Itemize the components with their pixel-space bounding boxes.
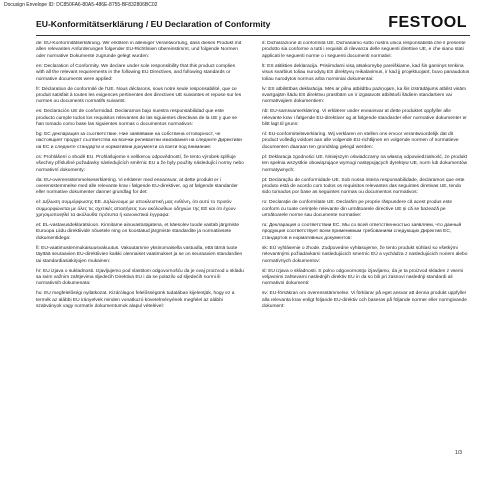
declaration-ru: ru: Декларация о соответствии ЕС. Мы со всей ответственностью заявляем, что данный продукция соответствует всем применимым требованиям следующих Директив ЕС, стандартов и нормативных документов: — [262, 223, 462, 241]
festool-logo: FESTOOL — [388, 14, 467, 31]
declaration-de: de: EU-Konformitätserklärung. Wir erklären in alleiniger Verantwortung, dass dieses Produkt mit allen relevanten Anforderungen folgender EU-Richtlinien übereinstimmt, und folgende Normen oder normative Dokumente zugrunde gelegt wurden: — [36, 41, 242, 59]
declaration-bg: bg: ЕС декларация за съответствие. Ние заявяваме на собствена отговорност, че настоящият продукт съответства на всички релевантни изисквания на следните Директиви на ЕС и следните стандарти и нормативни документи са взети под внимание: — [36, 132, 242, 150]
declaration-hr: hr: EU izjava o sukladnosti. Izjavljujemo pod vlastitom odgovornošću da je ovaj proizvod u skladu sa svim važnim zahtjevima sljedećih Direktiva EU i da se polazilo od sljedećih normi ili normativnih dokumenata: — [36, 268, 244, 287]
declaration-cs: cs: Prohlášení o shodě EU. Prohlašujeme s veškerou odpovědností, že tento výrobek splňuje všechny příslušné požadavky následujících směrnic EU a že byly použity následující normy nebo normativní dokumenty: — [36, 154, 244, 173]
right-column — [262, 41, 470, 466]
declaration-nb: nb: EU-samsvarserklæring. Vi erklærer under eneansvar at dette produktet oppfyller alle relevante krav i følgende EU-direktiver og at følgende standarder eller normative dokumenter er blitt lagt til grunn: — [262, 109, 467, 128]
declaration-el: el: Δήλωση συμμόρφωσης ΕΕ. Δηλώνουμε με αποκλειστική μας ευθύνη, ότι αυτό το προϊόν συμμορφώνεται με όλες τις σχετικές απαιτήσεις των ακόλουθων οδηγιών της ΕΕ και ότι έχουν χρησιμοποιηθεί τα ακόλουθα πρότυπα ή κανονιστικά έγγραφα: — [36, 200, 236, 219]
declaration-da: da: EU-overensstemmelseserklæring. Vi erklærer med eneansvar, at dette produkt er i overensstemmelse med alle relevante krav i følgende EU-direktiver, og at følgende standarder eller normative dokumenter danner grundlag for det: — [36, 177, 238, 196]
page-title: EU-Konformitätserklärung / EU Declaration of Conformity — [36, 19, 271, 29]
header-divider — [36, 35, 470, 36]
page-number: 1/3 — [455, 450, 462, 456]
declaration-nl: nl: EU-conformiteitsverklaring. Wij verklaren en stellen ons ervoor verantwoordelijk dat dit product volledig voldoet aan alle volgende EU-richtlijnen en volgende normen of normatieve documenten daaraan ten grondslag gelegd werden: — [262, 132, 459, 150]
declaration-sv: sv: EU-försäkran om överensstämmelse. Vi förklarar på eget ansvar att denna produkt uppfyller alla relevanta krav enligt följande EU-direktiv och baseras på följande normer eller normgivande dokument: — [262, 291, 467, 310]
declaration-pt: pt: Declaração de conformidade UE. Sob nossa inteira responsabilidade, declaramos que este produto está de acordo com todos os requisitos relevantes das seguintes diretivas UE, tendo sido tomados por base as seguintes normas ou documentos normativos: — [262, 177, 465, 196]
docusign-envelope-id: Docusign Envelope ID: DC850FA6-80A5-486E-8755-BF832806BC02 — [4, 2, 158, 8]
declaration-en: en: Declaration of Conformity. We declare under sole responsibility that this product complies with all the relevant requirements in the following EU Directives, and following standards or normative documents were applied: — [36, 63, 236, 82]
declaration-et: et: EL-vastavusdeklaratsioon. Kinnitame ainuvastutajatena, et käesolev toode vastab järgmiste Euroopa Liidu direktiivide nõuetele ning on koostatud järgmiste standardite ja normatiivsete dokumentidega: — [36, 223, 240, 241]
declaration-columns — [36, 41, 470, 466]
declaration-sl: sl: EU izjava o skladnosti. S polno odgovornostjo izjavljamo, da je ta proizvod skladen z vsemi veljavnimi zahtevami naslednjih direktiv EU in da so bili pri zasnovi naslednji standardi ali normativni dokumenti: — [262, 268, 464, 287]
declaration-it: it: Dichiarazione di conformità UE. Dichiariamo sotto nostra unica responsabilità che il presente prodotto sia conforme a tutti i requisiti di rilevanza delle seguenti direttive UE, e che siano stati applicati le seguenti norme o i seguenti documenti normativi: — [262, 41, 466, 59]
declaration-hu: hu: EU megfelelőségi nyilatkozat. Kizárólagos felelősségünk tudatában kijelentjük, hogy ez a termék az alábbi EU irányelvek minden vonatkozó követelményének megfelel az alábbi szabványok vagy normatív dokumentumok alapul vételével: — [36, 291, 235, 310]
declaration-pl: pl: Deklaracja zgodności UE. Niniejszym oświadczamy na własną odpowiedzialność, że produkt ten spełnia wszystkie obowiązujące wymogi następujących dyrektyw UE, norm lub dokumentów normatywnych: — [262, 154, 468, 173]
declaration-es: es: Declaración UE de conformidad. Declaramos bajo nuestra responsabilidad que este producto cumple todos los requisitos relevantes de las siguientes directivas de la UE y que se han tomado como base las siguientes normas o documentos normativos: — [36, 109, 238, 128]
declaration-sk: sk: EÚ vyhlásenie o zhode. Zodpovedne vyhlasujeme, že tento produkt súhlasí so všetkými relevantnými požiadavkami nasledujúcich smerníc EÚ a vychádza z nasledujúcich noriem alebo normatívnych dokumentov: — [262, 245, 468, 264]
declaration-lv: lv: ES atbilstības deklarācija. Mēs ar pilnu atbildību paziņojam, ka šis izstrādājums atbilst visām svarīgajām šādu ES direktīvu prasībām un ir izgatavots atbilstoši šādiem standartiem vai normatīvajiem dokumentiem: — [262, 86, 467, 105]
declaration-page — [36, 14, 470, 466]
declaration-fi: fi: EU-vaatimustenmukaisuusvakuutus. Vakuutamme yksinomaisella vastuulla, että tämä tuote täyttää seuraavien EU-direktiivien kaikki olennaiset vaatimukset ja se on seuraavien standardien tai standardiasiakirjojen mukainen: — [36, 245, 243, 264]
left-column — [36, 41, 244, 466]
declaration-lt: lt: ES atitikties deklaracija. Prisiimdami visą atsakomybę pareiškiame, kad šis gaminys tenkina visus svarbius toliau nurodytų ES direktyvų reikalavimus, ir kad jį projektuojant, buvo panaudotos toliau nurodytos normos arba norminiai dokumentai: — [262, 63, 470, 82]
declaration-fr: fr: Déclaration de conformité de l'UE. Nous déclarons, sous notre seule responsabilité, que ce produit satisfait à toutes les exigences pertinentes des directives UE suivantes et repose sur les normes ou documents normatifs suivants: — [36, 86, 242, 105]
declaration-ro: ro: Declarație de conformitate UE. Declarăm pe proprie răspundere că acest produs este conform cu toate cerințele relevante din următoarele directive UE și că se bazează pe următoarele norme sau documente normative: — [262, 200, 453, 219]
